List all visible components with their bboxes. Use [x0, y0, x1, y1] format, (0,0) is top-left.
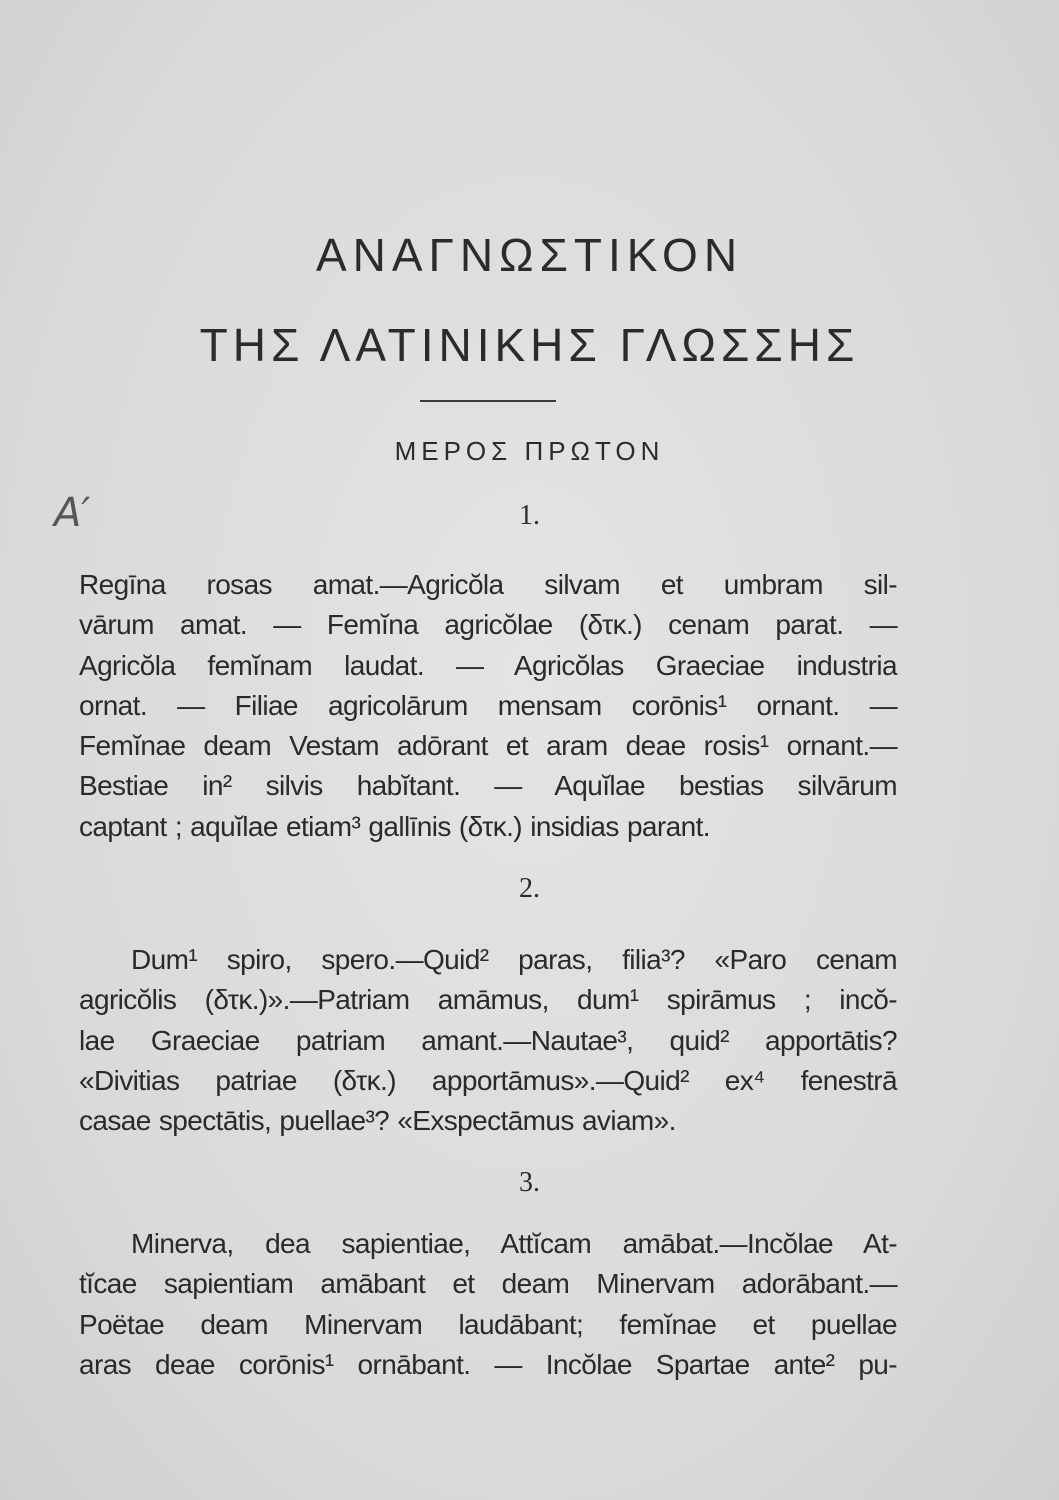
text-line: Agricŏla femĭnam laudat. — Agricŏlas Graeciae industria [79, 649, 897, 681]
text-line: «Divitias patriae (δτκ.) apportāmus».—Quid² ex⁴ fenestrā [79, 1064, 897, 1096]
text-line: Minerva, dea sapientiae, Attĭcam amābat.—Incŏlae At- [131, 1228, 897, 1259]
section-1-text [79, 565, 897, 847]
text-line: ornat. — Filiae agricolārum mensam corōnis¹ ornant. — [79, 689, 897, 721]
text-line: vārum amat. — Femĭna agricŏlae (δτκ.) cenam parat. — [79, 609, 897, 641]
text-line: captant ; aquĭlae etiam³ gallīnis (δτκ.) insidias parant. [79, 810, 710, 842]
text-line: aras deae corōnis¹ ornābant. — Incŏlae Spartae ante² pu- [79, 1348, 897, 1380]
text-line: Regīna rosas amat.—Agricŏla silvam et umbram sil- [79, 569, 897, 600]
text-line: casae spectātis, puellae³? «Exspectāmus aviam». [79, 1105, 676, 1137]
book-title-line-2: ΤΗΣ ΛΑΤΙΝΙΚΗΣ ΓΛΩΣΣΗΣ [199, 319, 860, 371]
handwritten-margin-note: A′ [54, 490, 91, 536]
section-2-text [79, 940, 897, 1141]
text-line: Poëtae deam Minervam laudābant; femĭnae et puellae [79, 1308, 897, 1340]
part-heading: ΜΕΡΟΣ ΠΡΩΤΟΝ [394, 436, 665, 466]
text-line: tĭcae sapientiam amābant et deam Minervam adorābant.— [79, 1268, 897, 1300]
section-number-1: 1. [519, 500, 540, 531]
text-line: lae Graeciae patriam amant.—Nautae³, quid² apportātis? [79, 1024, 897, 1056]
title-divider [420, 400, 556, 402]
text-line: Femĭnae deam Vestam adōrant et aram deae rosis¹ ornant.— [79, 730, 897, 762]
text-line: Bestiae in² silvis habĭtant. — Aquĭlae bestias silvārum [79, 770, 897, 802]
section-number-2: 2. [519, 873, 540, 904]
section-3-text [79, 1224, 897, 1385]
book-title-line-1: ΑΝΑΓΝΩΣΤΙΚΟΝ [315, 229, 744, 281]
section-number-3: 3. [519, 1167, 540, 1198]
text-line: Dum¹ spiro, spero.—Quid² paras, filia³? «Paro cenam [131, 944, 897, 975]
text-line: agricŏlis (δτκ.)».—Patriam amāmus, dum¹ spirāmus ; incŏ- [79, 984, 897, 1016]
